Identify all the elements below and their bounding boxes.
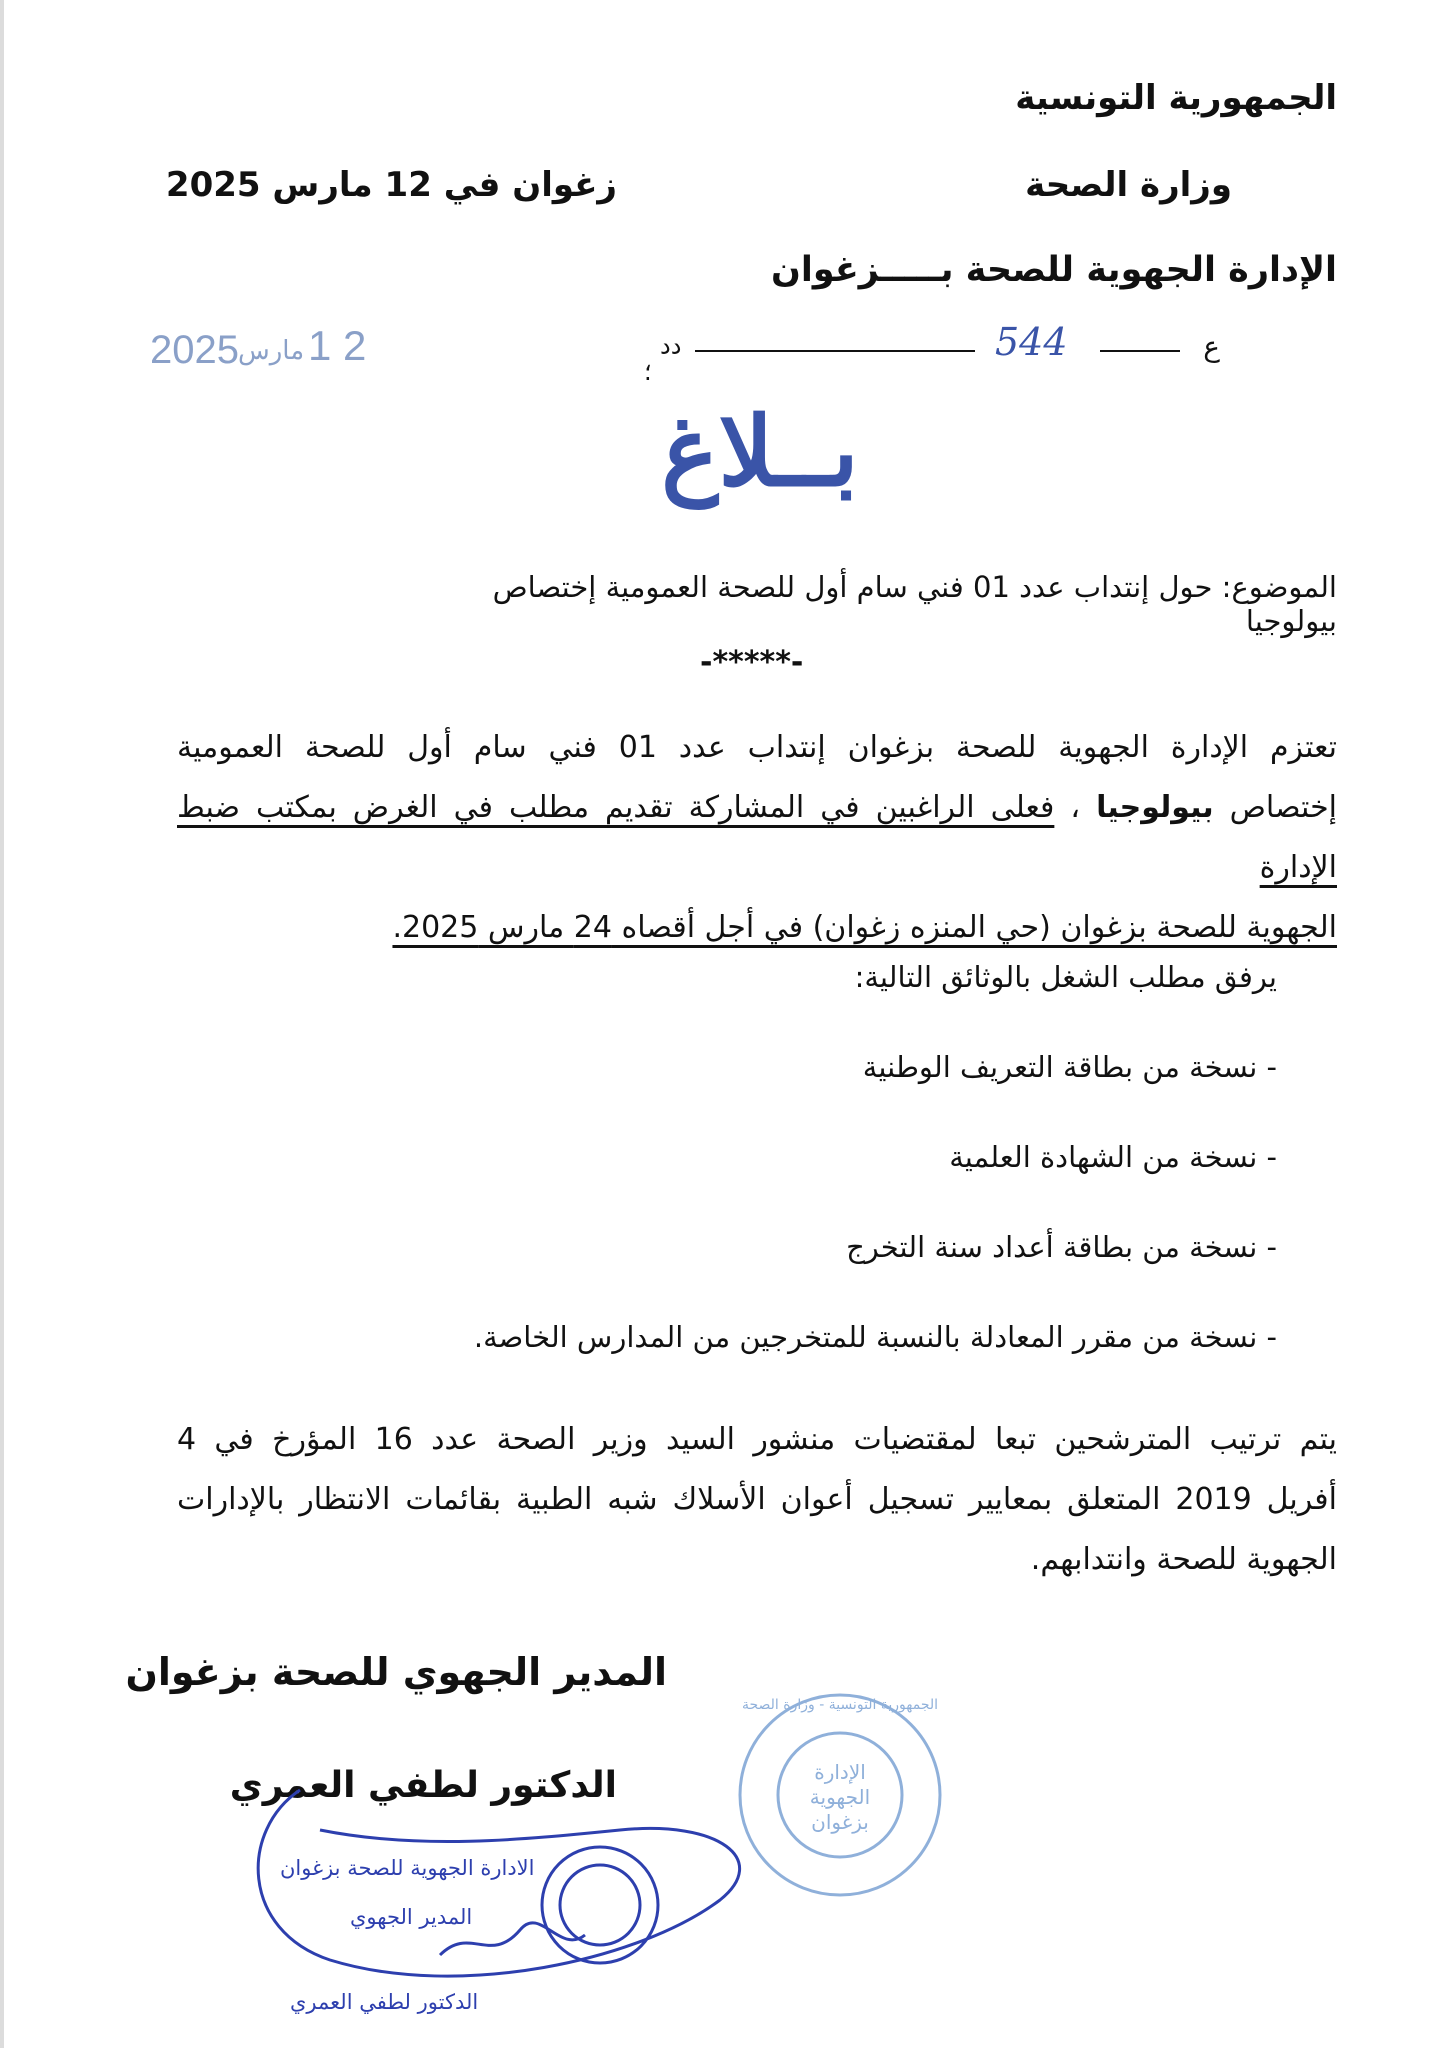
separator: -*****- — [700, 645, 804, 680]
attachment-item: - نسخة من بطاقة أعداد سنة التخرج — [846, 1230, 1277, 1264]
reference-label-dd: دد — [660, 332, 682, 360]
para2-line1: يتم ترتيب المترشحين تبعا لمقتضيات منشور السيد وزير الصحة عدد 16 المؤرخ في 4 — [177, 1422, 1337, 1457]
para2-line2: أفريل 2019 المتعلق بمعايير تسجيل أعوان الأسلاك شبه الطبية بقائمات الانتظار بالإدارات — [177, 1482, 1337, 1517]
signature-stamp-line3: الدكتور لطفي العمري — [290, 1990, 479, 2014]
application-instructions: فعلى الراغبين في المشاركة تقديم مطلب في الغرض بمكتب ضبط الإدارة — [177, 790, 1337, 885]
official-seal-ring-text: الجمهورية التونسية - وزارة الصحة — [741, 1697, 939, 1713]
reference-label-ain: ع — [1203, 330, 1220, 363]
para1-line2-start: إختصاص — [1213, 790, 1337, 825]
attachment-item: - نسخة من مقرر المعادلة بالنسبة للمتخرجين من المدارس الخاصة. — [473, 1320, 1277, 1354]
date-stamp-month: مارس — [238, 336, 305, 366]
attachments-intro: يرفق مطلب الشغل بالوثائق التالية: — [854, 960, 1277, 994]
reference-mark: ؛ — [644, 358, 652, 386]
signature-stamp — [258, 1790, 739, 1976]
para1-line1: تعتزم الإدارة الجهوية للصحة بزغوان إنتداب عدد 01 فني سام أول للصحة العمومية — [177, 730, 1337, 765]
subject-text: حول إنتداب عدد 01 فني سام أول للصحة العمومية إختصاص بيولوجيا — [492, 570, 1337, 638]
subject-label: الموضوع: — [1221, 570, 1337, 604]
attachment-item: - نسخة من الشهادة العلمية — [949, 1140, 1277, 1174]
republic-heading: الجمهورية التونسية — [1015, 78, 1337, 118]
signature-stamp-line2: المدير الجهوي — [350, 1905, 473, 1929]
signature-loop — [258, 1790, 739, 1976]
official-seal-center-3: بزغوان — [811, 1810, 869, 1834]
application-deadline: الجهوية للصحة بزغوان (حي المنزه زغوان) في أجل أقصاه 24 مارس 2025. — [392, 910, 1337, 945]
signature-small-seal-inner — [560, 1865, 640, 1945]
date-stamp-day: 1 2 — [308, 322, 367, 369]
official-seal-text — [740, 1695, 940, 1895]
official-seal-center-1: الإدارة — [814, 1760, 866, 1784]
date-stamp-year: 2025 — [150, 328, 239, 372]
ministry-heading: وزارة الصحة — [1025, 165, 1232, 205]
signatory-name: الدكتور لطفي العمري — [229, 1765, 617, 1806]
attachment-item: - نسخة من بطاقة التعريف الوطنية — [862, 1050, 1277, 1084]
reference-number: 544 — [995, 320, 1068, 364]
document-title: بــلاغ — [661, 395, 859, 508]
directorate-heading: الإدارة الجهوية للصحة بـــــزغوان — [771, 250, 1337, 290]
signature-stamp-line1: الادارة الجهوية للصحة بزغوان — [280, 1856, 535, 1880]
para2-line3: الجهوية للصحة وانتدابهم. — [1030, 1542, 1337, 1577]
signatory-position: المدير الجهوي للصحة بزغوان — [125, 1650, 667, 1694]
date-line: زغوان في 12 مارس 2025 — [165, 165, 617, 205]
official-seal-center-2: الجهوية — [809, 1785, 871, 1809]
specialty-biology: بيولوجيا — [1096, 790, 1214, 825]
para1-line2-mid: ، — [1054, 790, 1097, 825]
